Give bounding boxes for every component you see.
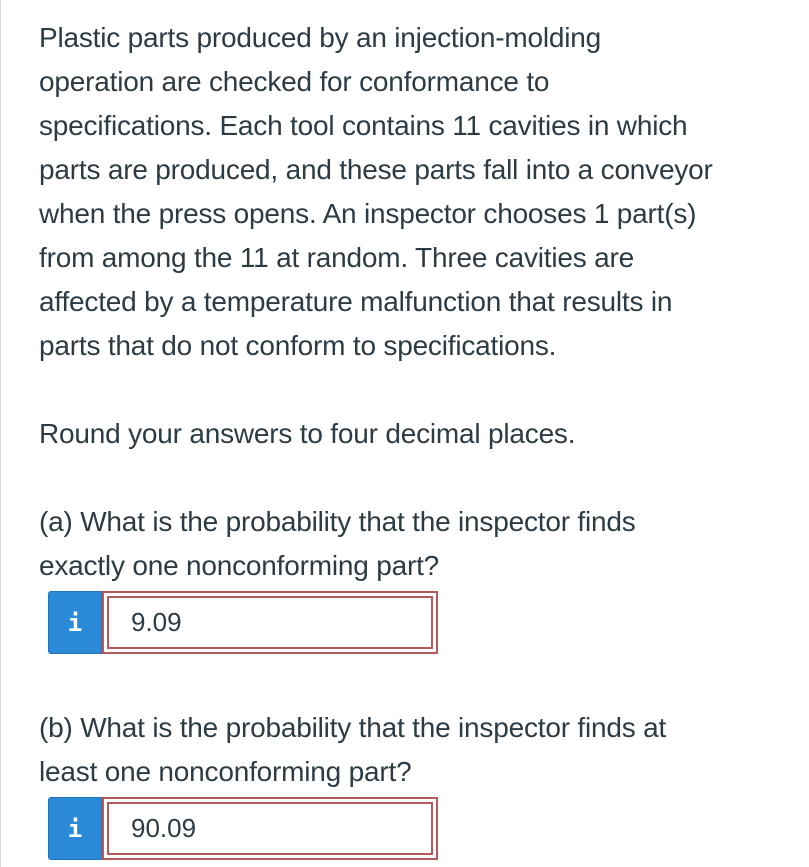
question-a-text: [39, 500, 804, 588]
question-line: exactly one nonconforming part?: [39, 550, 440, 581]
answer-a-input[interactable]: [109, 598, 431, 647]
problem-line: operation are checked for conformance to: [39, 66, 550, 97]
rounding-note: Round your answers to four decimal places.: [39, 418, 576, 449]
info-button-b[interactable]: [48, 797, 102, 860]
answer-a-field-frame: [102, 591, 438, 654]
info-button-a[interactable]: [48, 591, 102, 654]
info-icon: i: [67, 814, 83, 843]
problem-line: affected by a temperature malfunction that results in: [39, 286, 673, 317]
info-icon: i: [67, 608, 83, 637]
problem-line: parts that do not conform to specifications.: [39, 330, 557, 361]
problem-line: parts are produced, and these parts fall into a conveyor: [39, 154, 713, 185]
problem-statement: [39, 16, 804, 368]
answer-a-row: [48, 591, 440, 654]
answer-a-field-border: [107, 596, 433, 649]
answer-b-row: [48, 797, 440, 860]
problem-line: Plastic parts produced by an injection-molding: [39, 22, 601, 53]
question-b-text: [39, 706, 804, 794]
problem-line: from among the 11 at random. Three cavities are: [39, 242, 634, 273]
answer-b-input[interactable]: [109, 804, 431, 853]
question-line: (a) What is the probability that the inspector finds: [39, 506, 636, 537]
question-line: least one nonconforming part?: [39, 756, 412, 787]
problem-line: when the press opens. An inspector chooses 1 part(s): [39, 198, 697, 229]
question-line: (b) What is the probability that the inspector finds at: [39, 712, 667, 743]
answer-b-field-frame: [102, 797, 438, 860]
answer-b-field-border: [107, 802, 433, 855]
problem-line: specifications. Each tool contains 11 cavities in which: [39, 110, 688, 141]
